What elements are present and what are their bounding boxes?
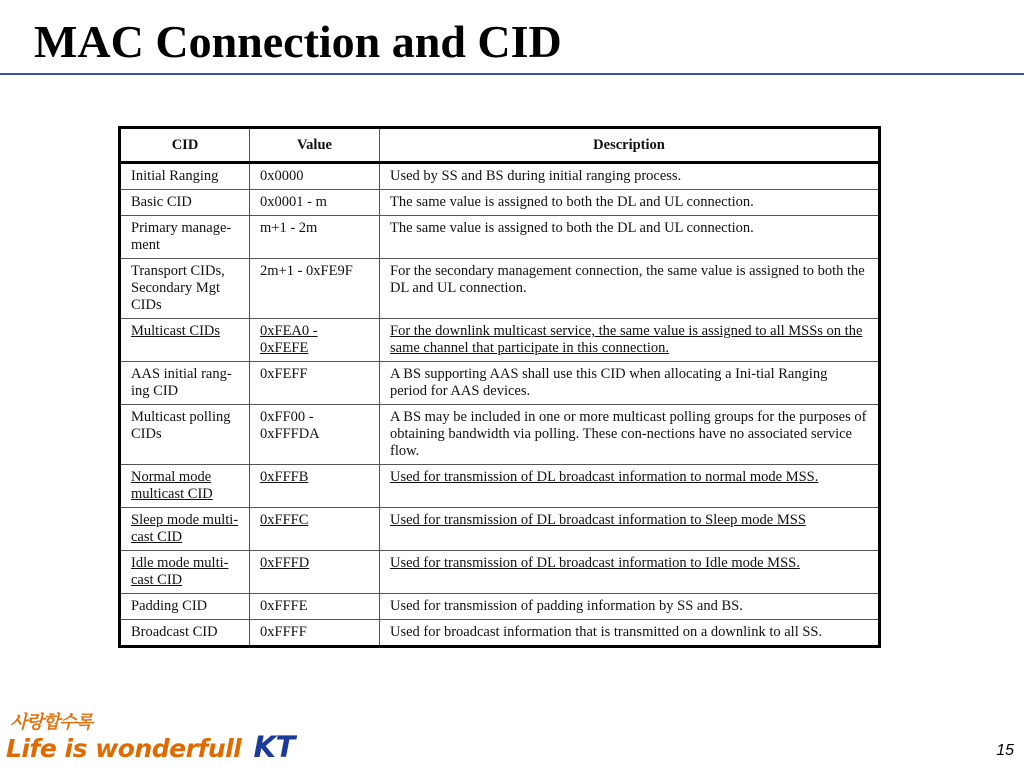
cid-cell: Basic CID — [120, 190, 250, 216]
value-cell: 0x0001 - m — [250, 190, 380, 216]
table-body — [120, 163, 880, 647]
description-cell: A BS may be included in one or more multicast polling groups for the purposes of obtaining bandwidth via polling. These con-nections have no associated service flow. — [380, 405, 880, 465]
table-row — [120, 259, 880, 319]
value-cell: 2m+1 - 0xFE9F — [250, 259, 380, 319]
header-description: Description — [380, 128, 880, 163]
cid-cell: Multicast CIDs — [120, 319, 250, 362]
cid-table — [118, 126, 881, 648]
logo-slogan-text: Life is wonderfull — [6, 734, 242, 763]
table-row — [120, 163, 880, 190]
description-cell: Used for transmission of DL broadcast information to Sleep mode MSS — [380, 508, 880, 551]
value-cell: 0xFFFD — [250, 551, 380, 594]
description-cell: For the secondary management connection, the same value is assigned to both the DL and UL connection. — [380, 259, 880, 319]
table-row — [120, 362, 880, 405]
cid-cell: Broadcast CID — [120, 620, 250, 647]
table-row — [120, 190, 880, 216]
cid-cell: Multicast polling CIDs — [120, 405, 250, 465]
value-cell: 0xFFFF — [250, 620, 380, 647]
description-cell: Used for broadcast information that is transmitted on a downlink to all SS. — [380, 620, 880, 647]
logo-slogan — [6, 730, 295, 764]
header-cid: CID — [120, 128, 250, 163]
table-row — [120, 465, 880, 508]
cid-cell: Normal mode multicast CID — [120, 465, 250, 508]
table-row — [120, 216, 880, 259]
description-cell: Used for transmission of DL broadcast information to Idle mode MSS. — [380, 551, 880, 594]
table-row — [120, 594, 880, 620]
value-cell: 0xFEA0 - 0xFEFE — [250, 319, 380, 362]
logo-korean-text: 사랑합수록 — [10, 712, 92, 733]
table-row — [120, 405, 880, 465]
cid-cell: Sleep mode multi-cast CID — [120, 508, 250, 551]
value-cell: 0xFFFE — [250, 594, 380, 620]
cid-cell: Padding CID — [120, 594, 250, 620]
value-cell: 0xFEFF — [250, 362, 380, 405]
value-cell: 0xFFFC — [250, 508, 380, 551]
cid-cell: Idle mode multi-cast CID — [120, 551, 250, 594]
cid-cell: Primary manage-ment — [120, 216, 250, 259]
description-cell: The same value is assigned to both the DL and UL connection. — [380, 190, 880, 216]
page-number: 15 — [996, 742, 1014, 759]
description-cell: A BS supporting AAS shall use this CID when allocating a Ini-tial Ranging period for AAS devices. — [380, 362, 880, 405]
table-row — [120, 551, 880, 594]
table-row — [120, 620, 880, 647]
table-row — [120, 319, 880, 362]
slide-title: MAC Connection and CID — [34, 16, 562, 67]
title-divider — [0, 73, 1024, 75]
table-header-row — [120, 128, 880, 163]
value-cell: 0xFF00 - 0xFFFDA — [250, 405, 380, 465]
header-value: Value — [250, 128, 380, 163]
cid-cell: Initial Ranging — [120, 163, 250, 190]
cid-cell: AAS initial rang-ing CID — [120, 362, 250, 405]
table-row — [120, 508, 880, 551]
cid-cell: Transport CIDs, Secondary Mgt CIDs — [120, 259, 250, 319]
description-cell: The same value is assigned to both the DL and UL connection. — [380, 216, 880, 259]
description-cell: Used for transmission of padding information by SS and BS. — [380, 594, 880, 620]
value-cell: m+1 - 2m — [250, 216, 380, 259]
logo-brand: KT — [253, 730, 295, 764]
value-cell: 0xFFFB — [250, 465, 380, 508]
kt-logo — [4, 708, 294, 766]
value-cell: 0x0000 — [250, 163, 380, 190]
description-cell: Used by SS and BS during initial ranging process. — [380, 163, 880, 190]
description-cell: Used for transmission of DL broadcast information to normal mode MSS. — [380, 465, 880, 508]
description-cell: For the downlink multicast service, the same value is assigned to all MSSs on the same channel that participate in this connection. — [380, 319, 880, 362]
